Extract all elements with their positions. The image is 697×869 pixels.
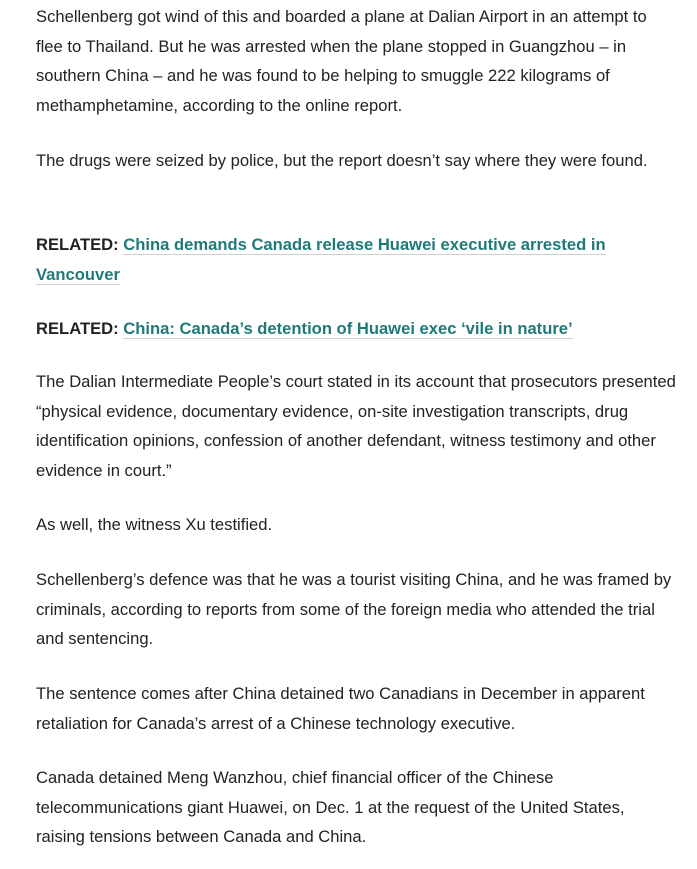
paragraph: Schellenberg got wind of this and boarded a plane at Dalian Airport in an attempt to flee to Thailand. But he was arrested when the plane stopped in Guangzhou – in southern China – and he was found to be helping to smuggle 222 kilograms of methamphetamine, according to the online report.: [36, 7, 647, 115]
paragraph: As well, the witness Xu testified.: [36, 515, 273, 534]
paragraph: The drugs were seized by police, but the report doesn’t say where they were found.: [36, 151, 648, 170]
related-label: RELATED:: [36, 235, 119, 254]
related-article-link[interactable]: China: Canada’s detention of Huawei exec ‘vile in nature’: [123, 319, 573, 338]
paragraph: Schellenberg’s defence was that he was a tourist visiting China, and he was framed by criminals, according to reports from some of the foreign media who attended the trial and sentencing.: [36, 570, 672, 648]
related-article-link[interactable]: China demands Canada release Huawei executive arrested in Vancouver: [36, 235, 606, 284]
related-link-item: [36, 314, 676, 344]
paragraph: Canada detained Meng Wanzhou, chief financial officer of the Chinese telecommunications giant Huawei, on Dec. 1 at the request of the United States, raising tensions between Canada and China.: [36, 768, 625, 846]
paragraph: The sentence comes after China detained two Canadians in December in apparent retaliation for Canada’s arrest of a Chinese technology executive.: [36, 684, 645, 733]
related-label: RELATED:: [36, 319, 119, 338]
paragraph: The Dalian Intermediate People’s court stated in its account that prosecutors presented “physical evidence, documentary evidence, on-site investigation transcripts, drug identification opinions, confession of another defendant, witness testimony and other evidence in court.”: [36, 372, 676, 480]
related-link-item: [36, 230, 676, 289]
